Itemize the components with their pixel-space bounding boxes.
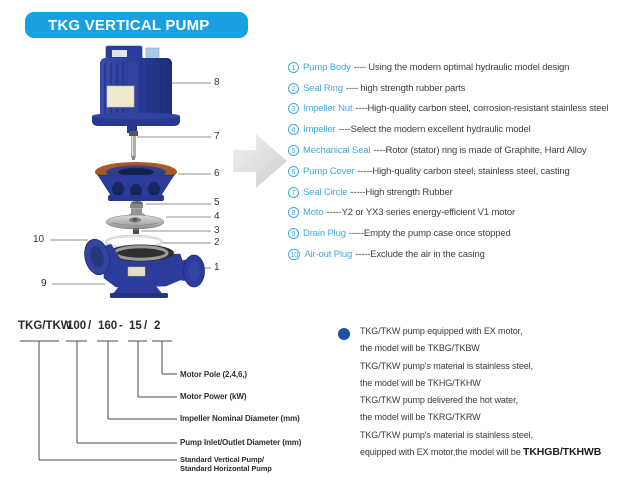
part-number-badge: 1 <box>288 62 299 73</box>
label-standard-vertical: Standard Vertical Pump/ <box>180 455 264 464</box>
note-line: the model will be TKHG/TKHW <box>360 377 481 388</box>
part-name: Drain Plug <box>303 228 346 240</box>
part-description: ---- Using the modern optimal hydraulic model design <box>353 61 570 73</box>
model-code-inlet: 100 <box>67 320 87 332</box>
callout-number-3: 3 <box>214 225 220 236</box>
part-description: -----Y2 or YX3 series energy-efficient V1 motor <box>326 207 516 219</box>
part-description: ----Rotor (stator) ring is made of Graphite, Hard Alloy <box>373 145 587 157</box>
callout-number-1: 1 <box>214 262 220 273</box>
parts-list-item <box>288 161 617 182</box>
part-name: Impeller Nut <box>303 103 353 115</box>
part-number-badge: 6 <box>288 166 299 177</box>
note-line: TKG/TKW pump equipped with EX motor, <box>360 326 523 336</box>
callout-number-9: 9 <box>41 278 47 289</box>
part-number-badge: 5 <box>288 145 299 156</box>
parts-list-item <box>288 244 617 265</box>
label-motor-pole: Motor Pole (2,4,6,) <box>180 370 247 379</box>
label-motor-power: Motor Power (kW) <box>180 392 247 401</box>
callout-number-2: 2 <box>214 237 220 248</box>
model-code-separator: / <box>88 320 92 332</box>
model-variant-notes <box>360 323 615 461</box>
part-description: -----High-quality carbon steel, stainless steel, casting <box>357 165 570 177</box>
impeller-nut-illustration <box>133 228 139 234</box>
part-description: ----Select the modern excellent hydraulic model <box>338 124 531 136</box>
arrow-right-icon <box>233 134 287 188</box>
part-name: Impeller <box>303 124 336 136</box>
note-last-prefix: equipped with EX motor,the model will be <box>360 447 523 458</box>
part-description: -----Empty the pump case once stopped <box>348 228 511 240</box>
part-name: Seal Circle <box>303 186 348 198</box>
note-line-last <box>360 444 615 461</box>
part-description: -----Exclude the air in the casing <box>355 249 485 261</box>
callout-number-8: 8 <box>214 77 220 88</box>
parts-list-item <box>288 57 617 78</box>
part-name: Air-out Plug <box>304 249 353 261</box>
part-number-badge: 9 <box>288 228 299 239</box>
parts-list <box>288 57 617 265</box>
pump-cover-illustration <box>95 162 177 201</box>
part-description: ---- high strength rubber parts <box>345 82 466 94</box>
parts-list-item <box>288 119 617 140</box>
part-name: Pump Cover <box>303 165 355 177</box>
part-number-badge: 7 <box>288 187 299 198</box>
parts-list-item <box>288 99 617 120</box>
page-title: TKG VERTICAL PUMP <box>48 16 210 34</box>
parts-list-item <box>288 140 617 161</box>
parts-list-item <box>288 182 617 203</box>
mechanical-seal-illustration <box>129 201 145 218</box>
part-description: -----High strength Rubber <box>350 186 453 198</box>
pump-exploded-diagram <box>0 0 300 310</box>
part-name: Moto <box>303 207 324 219</box>
model-code-pole: 2 <box>154 320 161 332</box>
seal-ring-illustration <box>106 236 162 248</box>
parts-list-item <box>288 223 617 244</box>
model-code-separator: - <box>119 320 123 332</box>
part-name: Seal Ring <box>303 82 343 94</box>
model-code-tree-lines <box>0 0 300 480</box>
callout-number-6: 6 <box>214 168 220 179</box>
model-code-series: TKG/TKW <box>18 320 72 332</box>
part-name: Mechanical Seal <box>303 145 371 157</box>
bullet-icon <box>338 328 350 340</box>
part-name: Pump Body <box>303 61 351 73</box>
part-description: ----High-quality carbon steel, corrosion-resistant stainless steel <box>355 103 609 115</box>
note-last-model: TKHGB/TKHWB <box>523 446 602 459</box>
part-number-badge: 4 <box>288 124 299 135</box>
part-number-badge: 3 <box>288 103 299 114</box>
note-line: TKG/TKW pump's material is stainless steel, <box>360 360 533 371</box>
pump-body-illustration <box>81 237 204 298</box>
title-banner <box>25 12 248 38</box>
parts-list-item <box>288 203 617 224</box>
note-line: TKG/TKW pump delivered the hot water, <box>360 395 518 406</box>
part-number-badge: 8 <box>288 207 299 218</box>
label-standard-horizontal: Standard Horizontal Pump <box>180 464 272 473</box>
model-code-power: 15 <box>129 320 142 332</box>
model-code-separator: / <box>144 320 148 332</box>
shaft-illustration <box>129 131 138 160</box>
part-number-badge: 10 <box>290 250 299 260</box>
callout-number-10: 10 <box>33 234 45 245</box>
model-code-impeller-dia: 160 <box>98 320 118 332</box>
callout-number-7: 7 <box>214 131 220 142</box>
callout-number-5: 5 <box>214 197 220 208</box>
label-inlet-outlet: Pump Inlet/Outlet Diameter (mm) <box>180 438 302 447</box>
parts-list-item <box>288 78 617 99</box>
note-line: TKG/TKW pump's material is stainless steel, <box>360 429 533 440</box>
note-line: the model will be TKBG/TKBW <box>360 343 480 354</box>
callout-lines <box>50 83 211 284</box>
motor-illustration <box>92 46 180 133</box>
callout-number-4: 4 <box>214 211 220 222</box>
impeller-illustration <box>106 215 164 229</box>
label-impeller-diameter: Impeller Nominal Diameter (mm) <box>180 414 300 423</box>
part-number-badge: 2 <box>288 83 299 94</box>
note-line: the model will be TKRG/TKRW <box>360 412 481 423</box>
